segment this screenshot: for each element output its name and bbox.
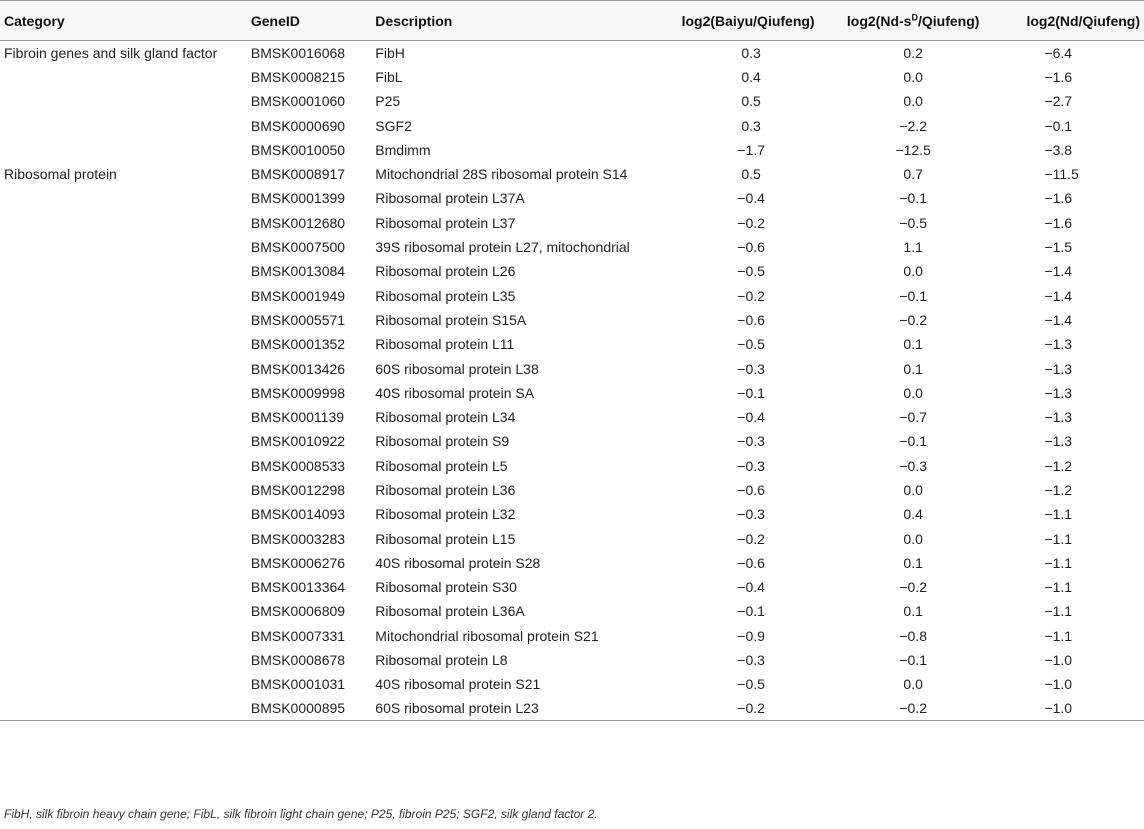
log2-nd-qiufeng-cell: −1.2 [1044, 481, 1073, 498]
category-cell [0, 65, 251, 89]
category-cell: Fibroin genes and silk gland factor [4, 44, 218, 61]
log2-baiyu-qiufeng-cell: −0.4 [737, 409, 765, 426]
log2-nd-sd-qiufeng-cell: 0.0 [903, 530, 923, 547]
log2-nd-sd-qiufeng-cell: −0.1 [899, 652, 927, 669]
gene-id-cell: BMSK0001352 [250, 336, 346, 353]
log2-baiyu-qiufeng-cell: −0.6 [737, 554, 765, 571]
header-log2-nd-qiufeng: log2(Nd/Qiufeng) [996, 1, 1144, 41]
category-cell [0, 575, 251, 599]
category-cell [0, 429, 251, 453]
gene-id-cell: BMSK0007331 [250, 627, 346, 644]
table-row [0, 429, 1144, 453]
log2-nd-sd-qiufeng-cell: −0.3 [899, 457, 927, 474]
log2-baiyu-qiufeng-cell: −0.4 [737, 579, 765, 596]
category-cell [0, 405, 251, 429]
log2-baiyu-qiufeng-cell: −0.3 [737, 506, 765, 523]
gene-id-cell: BMSK0013084 [250, 263, 346, 280]
description-cell: Ribosomal protein L35 [375, 287, 516, 304]
table-row [0, 308, 1144, 332]
table-row [0, 89, 1144, 113]
log2-nd-qiufeng-cell: −1.5 [1044, 239, 1073, 256]
category-cell [0, 259, 251, 283]
table-row [0, 478, 1144, 502]
description-cell: Ribosomal protein L34 [375, 409, 516, 426]
header-col2-suffix: /Qiufeng) [917, 12, 980, 29]
table-footnote: FibH, silk fibroin heavy chain gene; FibL, silk fibroin light chain gene; P25, fibroin P25; SGF2, silk gland factor 2. [4, 807, 598, 821]
description-cell: Ribosomal protein L26 [375, 263, 516, 280]
gene-id-cell: BMSK0013364 [250, 579, 346, 596]
log2-nd-qiufeng-cell: −1.3 [1044, 336, 1073, 353]
log2-baiyu-qiufeng-cell: −0.2 [737, 214, 765, 231]
log2-nd-qiufeng-cell: −1.3 [1044, 409, 1073, 426]
table-row [0, 672, 1144, 696]
log2-nd-qiufeng-cell: −1.1 [1044, 530, 1073, 547]
log2-nd-sd-qiufeng-cell: 0.2 [903, 44, 923, 61]
table-row [0, 113, 1144, 137]
category-cell [0, 356, 251, 380]
log2-nd-sd-qiufeng-cell: 0.1 [903, 336, 923, 353]
log2-nd-qiufeng-cell: −1.4 [1044, 263, 1073, 280]
description-cell: Ribosomal protein L37 [375, 214, 516, 231]
log2-nd-sd-qiufeng-cell: −2.2 [899, 117, 927, 134]
gene-id-cell: BMSK0001949 [250, 287, 346, 304]
gene-id-cell: BMSK0009998 [250, 384, 346, 401]
log2-nd-sd-qiufeng-cell: −12.5 [895, 141, 931, 158]
log2-baiyu-qiufeng-cell: −0.2 [737, 287, 765, 304]
gene-id-cell: BMSK0008533 [250, 457, 346, 474]
log2-nd-qiufeng-cell: −1.4 [1044, 311, 1073, 328]
log2-nd-qiufeng-cell: −1.2 [1044, 457, 1073, 474]
log2-baiyu-qiufeng-cell: −0.3 [737, 652, 765, 669]
category-cell [0, 113, 251, 137]
log2-nd-sd-qiufeng-cell: −0.5 [899, 214, 927, 231]
category-cell [0, 332, 251, 356]
log2-nd-qiufeng-cell: −1.6 [1044, 214, 1073, 231]
log2-nd-qiufeng-cell: −1.3 [1044, 360, 1073, 377]
log2-nd-qiufeng-cell: −0.1 [1044, 117, 1073, 134]
log2-baiyu-qiufeng-cell: −0.6 [737, 311, 765, 328]
log2-nd-qiufeng-cell: −6.4 [1044, 44, 1073, 61]
log2-nd-sd-qiufeng-cell: 0.0 [903, 263, 923, 280]
table-row [0, 575, 1144, 599]
table-row [0, 381, 1144, 405]
log2-nd-sd-qiufeng-cell: −0.8 [899, 627, 927, 644]
gene-id-cell: BMSK0012298 [250, 481, 346, 498]
log2-nd-qiufeng-cell: −1.3 [1044, 384, 1073, 401]
log2-baiyu-qiufeng-cell: −0.9 [737, 627, 765, 644]
description-cell: FibL [375, 68, 403, 85]
description-cell: P25 [375, 93, 401, 110]
gene-id-cell: BMSK0006276 [250, 554, 346, 571]
category-cell [0, 672, 251, 696]
table-row [0, 283, 1144, 307]
description-cell: Ribosomal protein L36 [375, 481, 516, 498]
log2-nd-sd-qiufeng-cell: 0.1 [903, 554, 923, 571]
description-cell: Ribosomal protein L11 [375, 336, 515, 353]
table-row [0, 405, 1144, 429]
table-row [0, 697, 1144, 721]
header-description: Description [375, 1, 666, 41]
log2-nd-qiufeng-cell: −1.0 [996, 697, 1144, 721]
log2-baiyu-qiufeng-cell: −0.1 [737, 603, 765, 620]
category-cell [0, 697, 251, 721]
log2-nd-qiufeng-cell: −3.8 [1044, 141, 1073, 158]
table-row [0, 356, 1144, 380]
description-cell: Ribosomal protein L37A [375, 190, 525, 207]
category-cell [0, 599, 251, 623]
header-row [0, 1, 1144, 41]
description-cell: Ribosomal protein S9 [375, 433, 510, 450]
category-cell: Ribosomal protein [4, 166, 117, 183]
gene-id-cell: BMSK0012680 [250, 214, 346, 231]
log2-nd-qiufeng-cell: −1.6 [1044, 190, 1073, 207]
log2-baiyu-qiufeng-cell: 0.3 [741, 117, 761, 134]
log2-baiyu-qiufeng-cell: 0.5 [741, 166, 761, 183]
description-cell: 40S ribosomal protein S21 [375, 676, 541, 693]
log2-baiyu-qiufeng-cell: 0.4 [741, 68, 761, 85]
log2-nd-sd-qiufeng-cell: −0.1 [899, 287, 927, 304]
log2-baiyu-qiufeng-cell: −0.2 [666, 697, 830, 721]
gene-id-cell: BMSK0016068 [250, 44, 346, 61]
category-cell [0, 89, 251, 113]
log2-nd-sd-qiufeng-cell: −0.1 [899, 433, 927, 450]
description-cell: Ribosomal protein L8 [375, 652, 508, 669]
table-row [0, 162, 1144, 186]
description-cell: Ribosomal protein S30 [375, 579, 517, 596]
header-category: Category [0, 1, 251, 41]
category-cell [0, 454, 251, 478]
table-row [0, 211, 1144, 235]
table-row [0, 65, 1144, 89]
log2-nd-sd-qiufeng-cell: 0.0 [903, 93, 923, 110]
log2-nd-sd-qiufeng-cell: 0.1 [903, 603, 923, 620]
gene-id-cell: BMSK0013426 [250, 360, 346, 377]
gene-id-cell: BMSK0001031 [250, 676, 346, 693]
table-row [0, 454, 1144, 478]
category-cell [0, 478, 251, 502]
log2-baiyu-qiufeng-cell: −0.4 [737, 190, 765, 207]
log2-nd-qiufeng-cell: −1.1 [1044, 554, 1073, 571]
table-row [0, 186, 1144, 210]
log2-nd-qiufeng-cell: −11.5 [1044, 166, 1079, 183]
log2-nd-qiufeng-cell: −1.1 [1044, 627, 1073, 644]
log2-nd-sd-qiufeng-cell: −0.2 [899, 579, 927, 596]
category-cell [0, 502, 251, 526]
log2-baiyu-qiufeng-cell: −0.6 [737, 481, 765, 498]
log2-baiyu-qiufeng-cell: 0.3 [741, 44, 761, 61]
description-cell: Mitochondrial 28S ribosomal protein S14 [375, 166, 628, 183]
table-row [0, 526, 1144, 550]
log2-nd-sd-qiufeng-cell: −0.7 [899, 409, 927, 426]
table-row [0, 332, 1144, 356]
description-cell: Ribosomal protein L32 [375, 506, 516, 523]
log2-baiyu-qiufeng-cell: −0.3 [737, 433, 765, 450]
log2-nd-sd-qiufeng-cell: 0.0 [903, 481, 923, 498]
description-cell: 60S ribosomal protein L38 [375, 360, 539, 377]
header-log2-nd-sd-qiufeng [830, 1, 997, 41]
description-cell: Ribosomal protein L5 [375, 457, 508, 474]
log2-baiyu-qiufeng-cell: −1.7 [737, 141, 765, 158]
log2-baiyu-qiufeng-cell: −0.1 [737, 384, 765, 401]
log2-nd-sd-qiufeng-cell: −0.2 [830, 697, 997, 721]
gene-id-cell: BMSK0001399 [250, 190, 346, 207]
log2-nd-sd-qiufeng-cell: 0.1 [903, 360, 923, 377]
table-row [0, 599, 1144, 623]
gene-id-cell: BMSK0001139 [250, 409, 345, 426]
gene-id-cell: BMSK0010922 [250, 433, 346, 450]
table-row [0, 648, 1144, 672]
log2-nd-sd-qiufeng-cell: 1.1 [903, 239, 923, 256]
log2-baiyu-qiufeng-cell: −0.3 [737, 457, 765, 474]
log2-baiyu-qiufeng-cell: −0.2 [737, 530, 765, 547]
log2-nd-sd-qiufeng-cell: 0.7 [903, 166, 923, 183]
header-log2-baiyu-qiufeng: log2(Baiyu/Qiufeng) [666, 1, 830, 41]
table-row [0, 551, 1144, 575]
gene-id-cell: BMSK0000895 [251, 697, 375, 721]
log2-nd-qiufeng-cell: −1.1 [1044, 603, 1073, 620]
description-cell: 40S ribosomal protein S28 [375, 554, 541, 571]
description-cell: Bmdimm [375, 141, 431, 158]
header-col2-superscript: D [911, 11, 918, 22]
log2-nd-qiufeng-cell: −1.0 [1044, 652, 1073, 669]
description-cell: Ribosomal protein L36A [375, 603, 525, 620]
description-cell: 40S ribosomal protein SA [375, 384, 535, 401]
log2-nd-qiufeng-cell: −1.1 [1044, 506, 1073, 523]
description-cell: FibH [375, 44, 405, 61]
gene-id-cell: BMSK0005571 [250, 311, 346, 328]
log2-nd-sd-qiufeng-cell: 0.4 [903, 506, 923, 523]
description-cell: Ribosomal protein L15 [375, 530, 516, 547]
log2-nd-sd-qiufeng-cell: 0.0 [903, 68, 923, 85]
gene-id-cell: BMSK0000690 [250, 117, 346, 134]
log2-baiyu-qiufeng-cell: −0.5 [737, 676, 765, 693]
table-header [0, 1, 1144, 41]
table-body [0, 41, 1144, 721]
table-row [0, 138, 1144, 162]
header-col2-prefix: log2(Nd-s [846, 12, 912, 29]
table-row [0, 502, 1144, 526]
category-cell [0, 235, 251, 259]
description-cell: Ribosomal protein S15A [375, 311, 527, 328]
header-gene-id: GeneID [251, 1, 375, 41]
gene-id-cell: BMSK0003283 [250, 530, 346, 547]
table-row [0, 259, 1144, 283]
gene-id-cell: BMSK0006809 [250, 603, 346, 620]
description-cell: Mitochondrial ribosomal protein S21 [375, 627, 599, 644]
log2-nd-qiufeng-cell: −1.4 [1044, 287, 1073, 304]
description-cell: 39S ribosomal protein L27, mitochondrial [375, 239, 630, 256]
log2-baiyu-qiufeng-cell: −0.5 [737, 336, 765, 353]
gene-id-cell: BMSK0008917 [250, 166, 346, 183]
log2-baiyu-qiufeng-cell: −0.6 [737, 239, 765, 256]
log2-nd-qiufeng-cell: −1.1 [1044, 579, 1073, 596]
gene-id-cell: BMSK0008678 [250, 652, 346, 669]
log2-nd-sd-qiufeng-cell: −0.1 [899, 190, 927, 207]
category-cell [0, 283, 251, 307]
table-row [0, 235, 1144, 259]
description-cell: SGF2 [375, 117, 412, 134]
log2-baiyu-qiufeng-cell: −0.5 [737, 263, 765, 280]
gene-id-cell: BMSK0008215 [250, 68, 346, 85]
category-cell [0, 381, 251, 405]
gene-id-cell: BMSK0010050 [250, 141, 346, 158]
category-cell [0, 526, 251, 550]
category-cell [0, 551, 251, 575]
gene-id-cell: BMSK0007500 [250, 239, 346, 256]
log2-nd-sd-qiufeng-cell: 0.0 [903, 676, 923, 693]
description-cell: 60S ribosomal protein L23 [375, 697, 666, 721]
log2-nd-qiufeng-cell: −1.6 [1044, 68, 1073, 85]
category-cell [0, 138, 251, 162]
category-cell [0, 648, 251, 672]
category-cell [0, 624, 251, 648]
category-cell [0, 211, 251, 235]
log2-baiyu-qiufeng-cell: −0.3 [737, 360, 765, 377]
table-row [0, 624, 1144, 648]
category-cell [0, 186, 251, 210]
log2-nd-sd-qiufeng-cell: −0.2 [899, 311, 927, 328]
log2-nd-sd-qiufeng-cell: 0.0 [903, 384, 923, 401]
log2-baiyu-qiufeng-cell: 0.5 [741, 93, 761, 110]
log2-nd-qiufeng-cell: −1.0 [1044, 676, 1073, 693]
log2-nd-qiufeng-cell: −1.3 [1044, 433, 1073, 450]
gene-id-cell: BMSK0014093 [250, 506, 346, 523]
gene-id-cell: BMSK0001060 [250, 93, 346, 110]
log2-nd-qiufeng-cell: −2.7 [1044, 93, 1073, 110]
table-row [0, 41, 1144, 65]
category-cell [0, 308, 251, 332]
